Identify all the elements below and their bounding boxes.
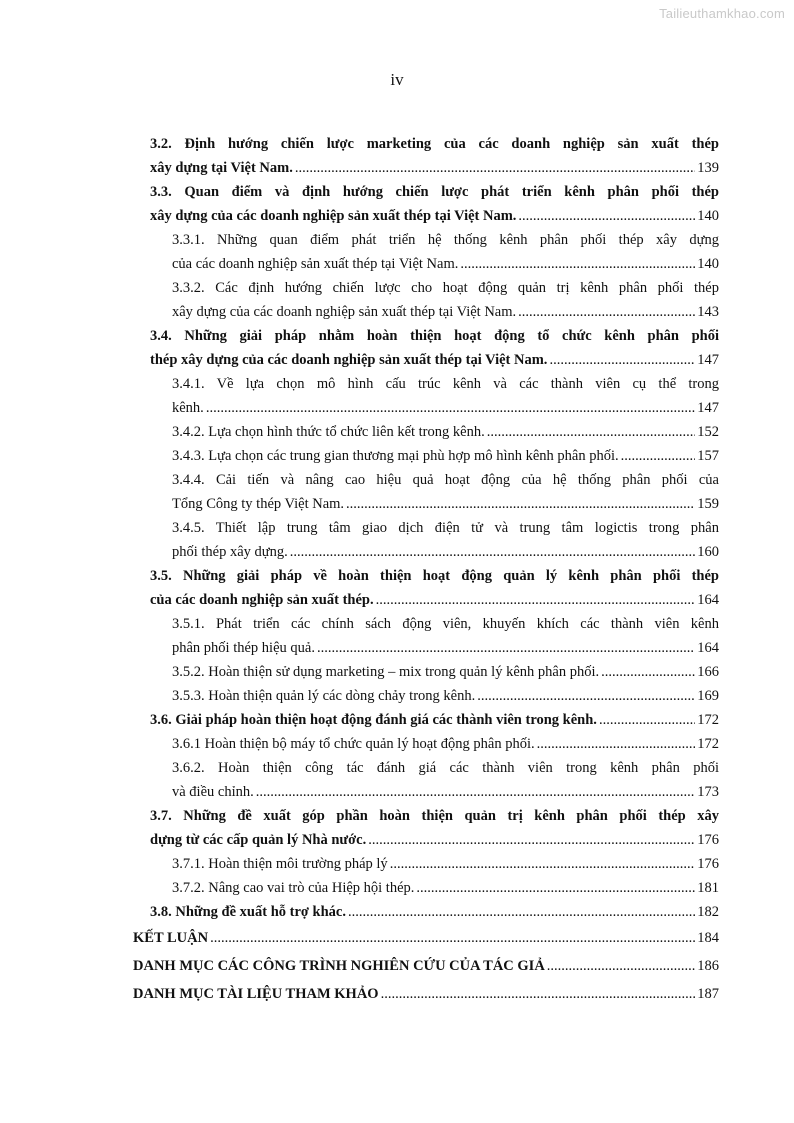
toc-entry-text: dựng từ các cấp quản lý Nhà nước. bbox=[150, 832, 367, 848]
toc-page-number: 143 bbox=[697, 304, 719, 320]
toc-entry bbox=[133, 980, 719, 1008]
toc-entry-text: 3.4.1. Về lựa chọn mô hình cấu trúc kênh và các thành viên cụ thể trong bbox=[172, 376, 719, 392]
toc-entry-text: 3.5.2. Hoàn thiện sử dụng marketing – mix trong quản lý kênh phân phối. bbox=[172, 664, 600, 680]
toc-leader-dots bbox=[210, 924, 695, 952]
toc-entry bbox=[133, 952, 719, 980]
toc-leader-dots bbox=[477, 684, 695, 708]
toc-entry-text: 3.6. Giải pháp hoàn thiện hoạt động đánh giá các thành viên trong kênh. bbox=[150, 712, 597, 728]
toc-entry-text: KẾT LUẬN bbox=[133, 930, 209, 946]
toc-entry bbox=[150, 564, 719, 612]
table-of-contents bbox=[0, 132, 794, 1008]
toc-entry-text: 3.5.1. Phát triển các chính sách động viên, khuyến khích các thành viên kênh bbox=[172, 616, 719, 632]
toc-entry bbox=[172, 276, 719, 324]
toc-entry-text: 3.8. Những đề xuất hỗ trợ khác. bbox=[150, 904, 346, 920]
toc-entry-text: DANH MỤC CÁC CÔNG TRÌNH NGHIÊN CỨU CỦA TÁC GIẢ bbox=[133, 958, 545, 974]
toc-entry-text: phân phối thép hiệu quả. bbox=[172, 640, 315, 656]
toc-entry bbox=[150, 132, 719, 180]
toc-entry bbox=[150, 804, 719, 852]
toc-entry bbox=[172, 876, 719, 900]
toc-page-number: 182 bbox=[697, 904, 719, 920]
toc-page-number: 173 bbox=[697, 784, 719, 800]
toc-page-number: 152 bbox=[697, 424, 719, 440]
toc-entry bbox=[172, 612, 719, 660]
toc-entry-text: 3.7.1. Hoàn thiện môi trường pháp lý bbox=[172, 856, 388, 872]
toc-leader-dots bbox=[537, 732, 696, 756]
toc-page-number: 176 bbox=[697, 856, 719, 872]
toc-entry bbox=[172, 660, 719, 684]
toc-entry-text: kênh. bbox=[172, 400, 204, 416]
toc-page-number: 186 bbox=[697, 958, 719, 974]
toc-entry bbox=[172, 852, 719, 876]
toc-entry bbox=[172, 444, 719, 468]
toc-page-number: 157 bbox=[697, 448, 719, 464]
toc-entry-text: Tổng Công ty thép Việt Nam. bbox=[172, 496, 345, 512]
toc-page-number: 140 bbox=[697, 256, 719, 272]
toc-leader-dots bbox=[390, 852, 696, 876]
toc-entry bbox=[172, 516, 719, 564]
toc-leader-dots bbox=[460, 252, 695, 276]
page-number: iv bbox=[390, 70, 404, 89]
toc-page-number: 147 bbox=[697, 352, 719, 368]
toc-entry-text: xây dựng tại Việt Nam. bbox=[150, 160, 293, 176]
toc-entry-text: xây dựng của các doanh nghiệp sản xuất thép tại Việt Nam. bbox=[172, 304, 517, 320]
toc-page-number: 172 bbox=[697, 736, 719, 752]
toc-entry-text: 3.4.3. Lựa chọn các trung gian thương mại phù hợp mô hình kênh phân phối. bbox=[172, 448, 619, 464]
toc-leader-dots bbox=[206, 396, 695, 420]
toc-entry bbox=[172, 420, 719, 444]
toc-entry-text: thép xây dựng của các doanh nghiệp sản xuất thép tại Việt Nam. bbox=[150, 352, 548, 368]
toc-leader-dots bbox=[601, 660, 695, 684]
toc-leader-dots bbox=[599, 708, 695, 732]
toc-page-number: 166 bbox=[697, 664, 719, 680]
toc-entry bbox=[150, 324, 719, 372]
toc-entry bbox=[150, 180, 719, 228]
toc-entry bbox=[150, 900, 719, 924]
toc-entry-text: 3.3.2. Các định hướng chiến lược cho hoạt động quản trị kênh phân phối thép bbox=[172, 280, 719, 296]
toc-entry-text: 3.6.2. Hoàn thiện công tác đánh giá các thành viên trong kênh phân phối bbox=[172, 760, 719, 776]
toc-entry bbox=[150, 708, 719, 732]
toc-entry-text: DANH MỤC TÀI LIỆU THAM KHẢO bbox=[133, 986, 379, 1002]
toc-leader-dots bbox=[518, 204, 695, 228]
toc-leader-dots bbox=[256, 780, 696, 804]
toc-entry-text: 3.4.4. Cải tiến và nâng cao hiệu quả hoạt động của hệ thống phân phối của bbox=[172, 472, 719, 488]
toc-entry-text: của các doanh nghiệp sản xuất thép tại Việt Nam. bbox=[172, 256, 459, 272]
toc-leader-dots bbox=[348, 900, 695, 924]
toc-page-number: 169 bbox=[697, 688, 719, 704]
toc-entry-text: và điều chỉnh. bbox=[172, 784, 254, 800]
toc-page-number: 184 bbox=[697, 930, 719, 946]
toc-page-number: 159 bbox=[697, 496, 719, 512]
toc-entry-text: của các doanh nghiệp sản xuất thép. bbox=[150, 592, 374, 608]
toc-entry-text: 3.5. Những giải pháp về hoàn thiện hoạt động quản lý kênh phân phối thép bbox=[150, 568, 719, 584]
toc-leader-dots bbox=[416, 876, 695, 900]
toc-entry-text: 3.7.2. Nâng cao vai trò của Hiệp hội thép. bbox=[172, 880, 415, 896]
toc-entry-text: 3.5.3. Hoàn thiện quản lý các dòng chảy trong kênh. bbox=[172, 688, 476, 704]
toc-entry-text: phối thép xây dựng. bbox=[172, 544, 288, 560]
toc-page-number: 187 bbox=[697, 986, 719, 1002]
toc-leader-dots bbox=[290, 540, 695, 564]
toc-page-number: 164 bbox=[697, 640, 719, 656]
toc-entry-text: 3.3.1. Những quan điểm phát triển hệ thống kênh phân phối thép xây dựng bbox=[172, 232, 719, 248]
toc-entry-text: 3.2. Định hướng chiến lược marketing của các doanh nghiệp sản xuất thép bbox=[150, 136, 719, 152]
toc-entry bbox=[172, 228, 719, 276]
toc-entry bbox=[172, 372, 719, 420]
toc-page-number: 139 bbox=[697, 160, 719, 176]
toc-leader-dots bbox=[295, 156, 695, 180]
toc-leader-dots bbox=[547, 952, 695, 980]
toc-leader-dots bbox=[381, 980, 696, 1008]
toc-entry-text: 3.6.1 Hoàn thiện bộ máy tổ chức quản lý hoạt động phân phối. bbox=[172, 736, 535, 752]
toc-leader-dots bbox=[518, 300, 695, 324]
toc-page-number: 160 bbox=[697, 544, 719, 560]
toc-page-number: 164 bbox=[697, 592, 719, 608]
toc-entry bbox=[172, 684, 719, 708]
toc-page-number: 176 bbox=[697, 832, 719, 848]
toc-leader-dots bbox=[376, 588, 696, 612]
toc-page-number: 147 bbox=[697, 400, 719, 416]
toc-leader-dots bbox=[549, 348, 695, 372]
toc-entry bbox=[172, 756, 719, 804]
toc-page-number: 140 bbox=[697, 208, 719, 224]
toc-leader-dots bbox=[621, 444, 696, 468]
toc-leader-dots bbox=[346, 492, 695, 516]
toc-entry bbox=[172, 732, 719, 756]
toc-entry bbox=[133, 924, 719, 952]
toc-leader-dots bbox=[368, 828, 695, 852]
toc-entry-text: 3.4.2. Lựa chọn hình thức tổ chức liên kết trong kênh. bbox=[172, 424, 485, 440]
toc-entry-text: 3.4.5. Thiết lập trung tâm giao dịch điện tử và trung tâm logictis trong phân bbox=[172, 520, 719, 536]
toc-page-number: 172 bbox=[697, 712, 719, 728]
toc-entry-text: 3.7. Những đề xuất góp phần hoàn thiện quản trị kênh phân phối thép xây bbox=[150, 808, 719, 824]
toc-entry-text: 3.3. Quan điểm và định hướng chiến lược phát triển kênh phân phối thép bbox=[150, 184, 719, 200]
toc-entry-text: 3.4. Những giải pháp nhằm hoàn thiện hoạt động tổ chức kênh phân phối bbox=[150, 328, 719, 344]
watermark: Tailieuthamkhao.com bbox=[659, 6, 785, 21]
toc-leader-dots bbox=[487, 420, 696, 444]
toc-leader-dots bbox=[317, 636, 695, 660]
toc-entry-text: xây dựng của các doanh nghiệp sản xuất thép tại Việt Nam. bbox=[150, 208, 517, 224]
toc-page-number: 181 bbox=[697, 880, 719, 896]
toc-entry bbox=[172, 468, 719, 516]
